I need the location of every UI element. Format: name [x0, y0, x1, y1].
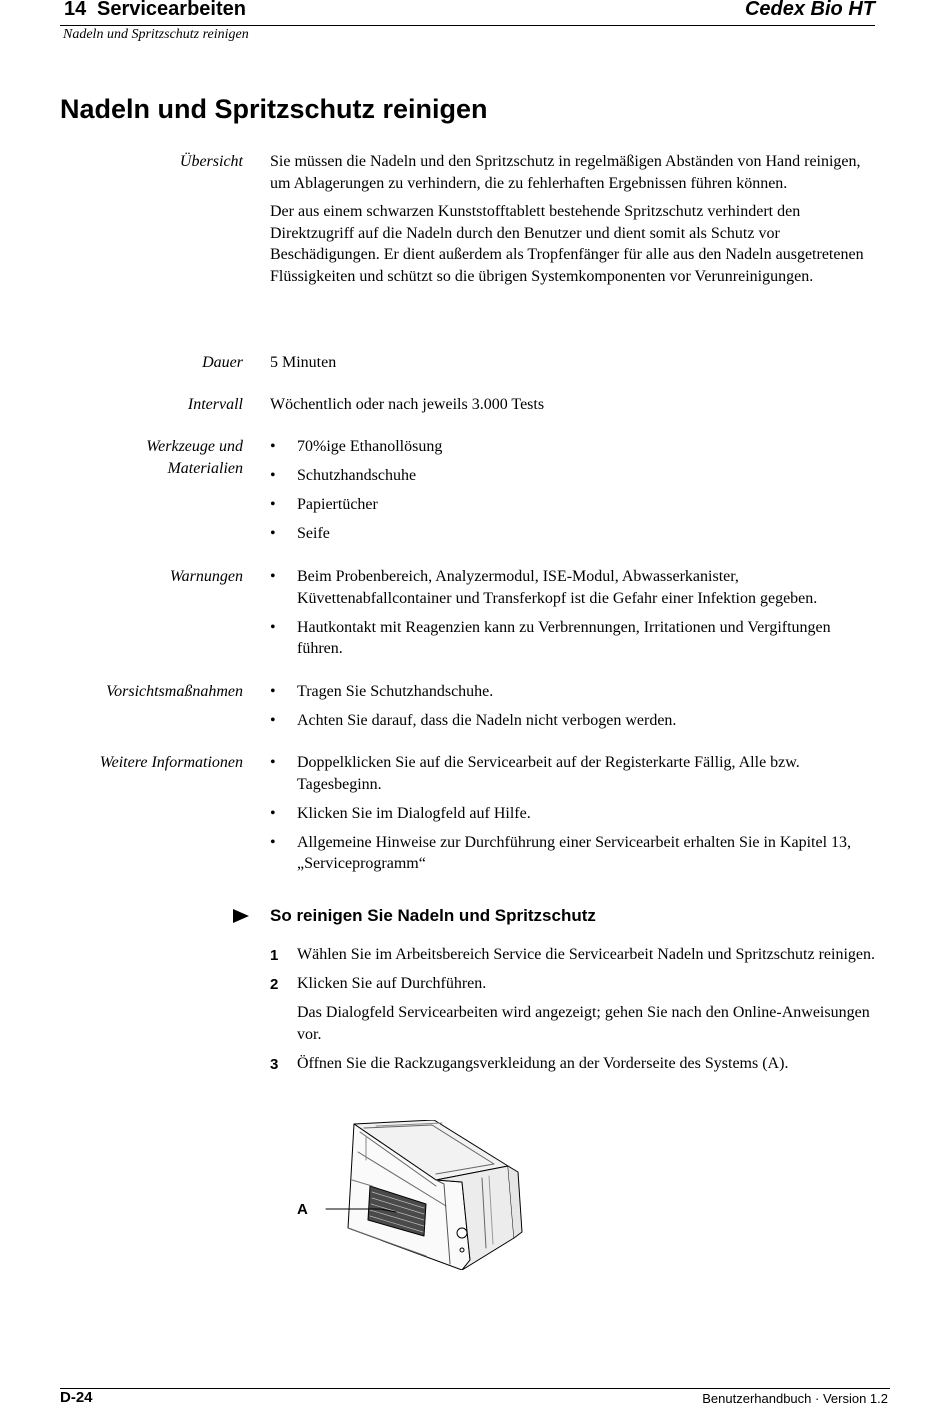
- precautions-body: [270, 681, 880, 739]
- footer-rule: [60, 1388, 890, 1389]
- tools-label-line: Materialien: [167, 459, 243, 477]
- list-item: • Allgemeine Hinweise zur Durchführung einer Servicearbeit erhalten Sie in Kapitel 13, „Serviceprogramm“: [270, 832, 880, 875]
- warnings-label: Warnungen: [169, 568, 243, 585]
- list-item: • Klicken Sie im Dialogfeld auf Hilfe.: [270, 803, 880, 825]
- list-item: • Schutzhandschuhe: [270, 465, 880, 487]
- precautions-list: [270, 681, 880, 732]
- list-item: • Doppelklicken Sie auf die Servicearbeit auf der Registerkarte Fällig, Alle bzw. Tagesbeginn.: [270, 752, 880, 795]
- overview-label: Übersicht: [179, 153, 243, 170]
- chapter-title: Servicearbeiten: [97, 0, 246, 20]
- duration-label: Dauer: [202, 354, 243, 371]
- procedure-step: [270, 1053, 880, 1075]
- warnings-list: [270, 566, 880, 660]
- precautions-label: Vorsichtsmaßnahmen: [106, 683, 243, 700]
- page-title: Nadeln und Spritzschutz reinigen: [60, 94, 488, 124]
- list-item: • Seife: [270, 523, 880, 545]
- interval-value: Wöchentlich oder nach jeweils 3.000 Tests: [270, 396, 545, 413]
- tools-label-line: Werkzeuge und: [146, 438, 243, 455]
- more-info-body: [270, 752, 880, 882]
- list-item: • 70%ige Ethanollösung: [270, 436, 880, 458]
- chapter-number: 14: [64, 0, 87, 20]
- step-number: 1: [270, 947, 279, 964]
- step-number: 3: [270, 1055, 279, 1073]
- manual-version: Benutzerhandbuch · Version 1.2: [702, 1391, 888, 1406]
- tools-body: [270, 436, 880, 552]
- procedure-arrow-icon: [233, 909, 249, 923]
- list-item: • Beim Probenbereich, Analyzermodul, ISE-Modul, Abwasserkanister, Küvettenabfallcontainer und Transferkopf ist die Gefahr einer Infektion gegeben.: [270, 566, 880, 609]
- step-text: Öffnen Sie die Rackzugangsverkleidung an der Vorderseite des Systems (A).: [297, 1054, 789, 1072]
- overview-paragraph: Der aus einem schwarzen Kunststofftablett bestehende Spritzschutz verhindert den Direktzugriff auf die Nadeln durch den Benutzer und dient somit als Schutz vor Beschädigungen. Er dient außerdem als Tropfenfänger für alle aus den Nadeln ausgetretenen Flüssigkeiten und schützt so die übrigen Systemkomponenten vor Verunreinigungen.: [270, 203, 864, 285]
- step-text: Klicken Sie auf Durchführen.: [297, 975, 487, 992]
- page-header: [60, 0, 875, 25]
- duration-value: 5 Minuten: [270, 354, 337, 371]
- list-item: • Achten Sie darauf, dass die Nadeln nicht verbogen werden.: [270, 710, 880, 732]
- more-info-list: [270, 752, 880, 875]
- interval-label: Intervall: [187, 396, 243, 413]
- step-text: Wählen Sie im Arbeitsbereich Service die Servicearbeit Nadeln und Spritzschutz reinigen.: [297, 946, 876, 963]
- list-item: • Tragen Sie Schutzhandschuhe.: [270, 681, 880, 703]
- analyzer-illustration: [286, 1120, 526, 1270]
- procedure-steps: [270, 944, 880, 1082]
- step-number: 2: [270, 976, 279, 993]
- step-note: Das Dialogfeld Servicearbeiten wird angezeigt; gehen Sie nach den Online-Anweisungen vor.: [297, 1004, 870, 1043]
- procedure-step: [270, 944, 880, 966]
- brand-name: Cedex Bio HT: [744, 0, 875, 20]
- header-rule: [60, 25, 875, 26]
- overview-paragraph: Sie müssen die Nadeln und den Spritzschutz in regelmäßigen Abständen von Hand reinigen, um Ablagerungen zu verhindern, die zu fehlerhaften Ergebnissen führen können.: [270, 153, 861, 192]
- more-info-label: Weitere Informationen: [99, 754, 243, 771]
- list-item: • Papiertücher: [270, 494, 880, 516]
- header-subtitle: Nadeln und Spritzschutz reinigen: [63, 27, 249, 42]
- procedure-title: So reinigen Sie Nadeln und Spritzschutz: [270, 906, 596, 925]
- warnings-body: [270, 566, 880, 667]
- page-number: D-24: [60, 1389, 93, 1406]
- tools-list: [270, 436, 880, 545]
- tools-label: [23, 436, 243, 479]
- list-item: • Hautkontakt mit Reagenzien kann zu Verbrennungen, Irritationen und Vergiftungen führen.: [270, 617, 880, 660]
- procedure-step: [270, 973, 880, 995]
- figure-label-a: A: [297, 1201, 308, 1218]
- overview-body: [270, 151, 880, 294]
